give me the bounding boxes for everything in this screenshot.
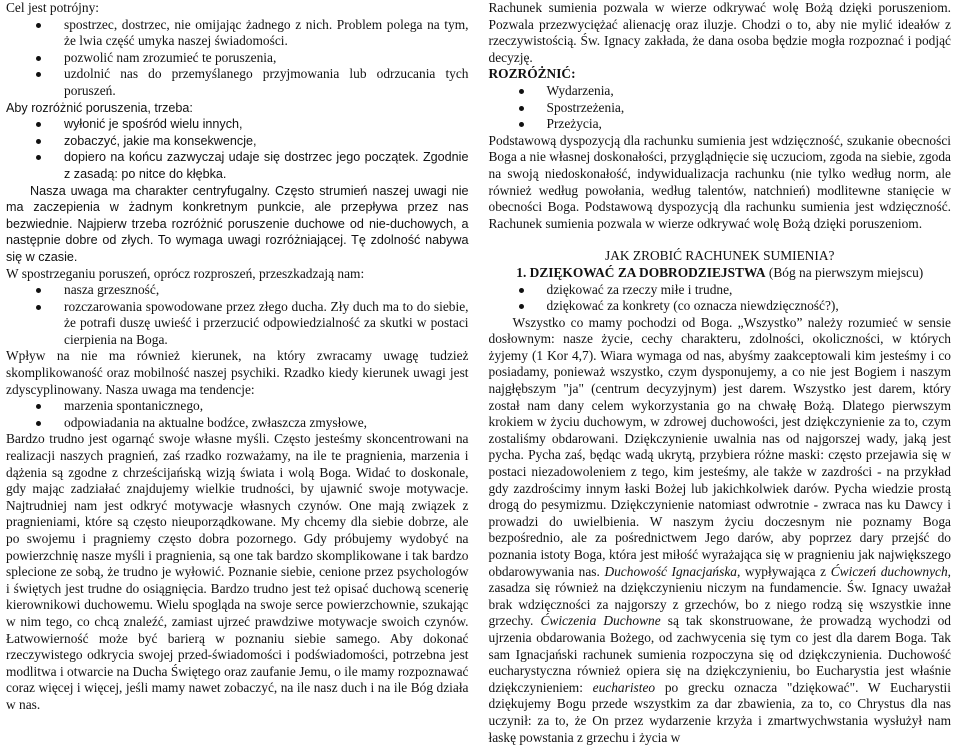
tendencies-list bbox=[6, 398, 469, 431]
list-item: nasza grzeszność, bbox=[64, 282, 469, 299]
text-run: po grecku oznacza "dziękować". W Eucharystii dziękujemy Bogu przede wszystkim za dar zbawienia, za to, co Chrystus dla nas uczynił: za to, że On przez wydarzenie krzyża i zmartwychwstania wysłużył nam łaskę powstania z grzechu i życia w bbox=[488, 679, 951, 745]
paragraph: Rachunek sumienia pozwala w wierze odkrywać wolę Bożą dzięki poruszeniom. Pozwala przezwyciężać alienację oraz iluzje. Chodzi o to, aby nie mylić ideałów z rzeczywistością. Św. Ignacy zakłada, że dana osoba będzie mogła rozpoznać i podjąć decyzję. bbox=[488, 0, 951, 65]
text-run: , wypływająca z bbox=[736, 563, 831, 579]
list-item: Spostrzeżenia, bbox=[547, 100, 952, 117]
left-column bbox=[6, 0, 469, 712]
paragraph: Wpływ na nie ma również kierunek, na który zwracamy uwagę tudzież skomplikowaność oraz mobilność naszej psychiki. Rzadko kiedy kierunek uwagi jest zdyscyplinowany. Nasza uwaga ma tendencje: bbox=[6, 348, 469, 397]
list-item: odpowiadania na aktualne bodźce, zwłaszcza zmysłowe, bbox=[64, 415, 469, 432]
step-heading bbox=[489, 265, 952, 282]
italic-run: Ćwiczeń duchownych bbox=[830, 563, 948, 579]
paragraph bbox=[489, 315, 952, 746]
step-heading-bold: 1. DZIĘKOWAĆ ZA DOBRODZIEJSTWA bbox=[516, 264, 766, 280]
intro-line: Cel jest potrójny: bbox=[6, 0, 99, 15]
text-run: są tak skonstruowane, że prowadzą wychodzi od ujrzenia obdarowania Bożego, od zachwycenia się tym co jest dla darem Boga. Tak sam Ignacjański rachunek sumienia rozpoczyna się od dziękczynienia. Duchowość eucharystyczna również opiera się na dziękczynieniu, bo Eucharystia jest właśnie dziękczynieniem: bbox=[488, 613, 951, 695]
spacer bbox=[489, 232, 952, 248]
right-column bbox=[488, 0, 952, 745]
paragraph: Aby rozróżnić poruszenia, trzeba: bbox=[6, 100, 193, 115]
section-heading: ROZRÓŻNIĆ: bbox=[488, 66, 576, 82]
step-heading-rest: (Bóg na pierwszym miejscu) bbox=[765, 264, 924, 280]
list-item: dopiero na końcu zazwyczaj udaje się dostrzec jego początek. Zgodnie z zasadą: po nitce do kłębka. bbox=[64, 150, 469, 181]
italic-run: eucharisteo bbox=[592, 679, 656, 695]
paragraph: Nasza uwaga ma charakter centryfugalny. Często strumień naszej uwagi nie ma zaczepienia w żadnym konkretnym punkcie, ale przepływa przez nas bezwiednie. Najpierw trzeba rozróżnić poruszenie duchowe od nie-duchowych, a następnie dobre od złych. To wymaga uwagi rozróżniającej. Tę zdolność nabywa się w czasie. bbox=[6, 183, 469, 264]
list-item: rozczarowania spowodowane przez złego ducha. Zły duch ma to do siebie, że potrafi duszę uwieść i przerzucić odpowiedzialność za skutki w postaci cierpienia na Boga. bbox=[64, 298, 469, 347]
text-run: Wszystko co mamy pochodzi od Boga. „Wszystko” należy rozumieć w sensie dosłownym: nasze życie, cechy charakteru, zdolności, okoliczności, w których żyjemy (1 Kor 4,7). Wiara wymaga od nas, abyśmy zaakceptowali kim jesteśmy i co posiadamy, ponieważ wszystko, czym dysponujemy, a co nie jest Bogiem i naszym najgłębszym "ja" (centrum decyzyjnym) jest darem. Wszystko jest darem, który został nam dany celem wykorzystania go na chwałę Bożą. Dlatego pierwszym krokiem w życiu duchowym, w zdrowej duchowości, jest dziękczynienie za to, czym zostaliśmy obdarowani. Dziękczynienie uwalnia nas od najgorszej wady, jaką jest pycha. Pycha zaś, będąc wadą ukrytą, przybiera różne maski: często przejawia się w postaci niezadowoleniem z tego, kim jesteśmy, ale także w zazdrości - na przykład gdy zazdrościmy innym łaski Bożej lub jakichkolwiek darów. Pycha wiedzie prostą drogą do pesymizmu. Dziękczynienie natomiast odwrotnie - zwraca nas ku Dawcy i prowadzi do uwielbienia. W naszym życiu doczesnym nie poznamy Boga bezpośrednio, ale za pośrednictwem Jego darów, aby poprzez dary przejść do poznania istoty Boga, która jest miłość wyrażająca się w pragnieniu jak największego obdarowywania nas. bbox=[488, 314, 951, 579]
section-title: JAK ZROBIĆ RACHUNEK SUMIENIA? bbox=[605, 248, 835, 264]
paragraph: W spostrzeganiu poruszeń, oprócz rozproszeń, przeszkadzają nam: bbox=[6, 265, 365, 281]
list-item: Wydarzenia, bbox=[547, 83, 952, 100]
list-item: Przeżycia, bbox=[547, 116, 952, 133]
list-item: wyłonić je spośród wielu innych, bbox=[64, 116, 469, 133]
list-item: spostrzec, dostrzec, nie omijając żadnego z nich. Problem polega na tym, że lwia część umyka naszej świadomości. bbox=[64, 16, 469, 49]
italic-run: Ćwiczenia Duchowne bbox=[540, 613, 661, 629]
thanks-list bbox=[489, 282, 952, 315]
paragraph: Bardzo trudno jest ogarnąć swoje własne myśli. Często jesteśmy skoncentrowani na realizacji naszych pragnień, zaś rzadko rozważamy, na ile te pragnienia, marzenia i dążenia są zgodne z chrześcijańską wizją świata i wolą Boga. Widać to doskonale, gdy mając zadziałać znajdujemy wielkie trudności, by ujawnić swoje motywacje. Najtrudniej nam jest odkryć motywacje własnych czynów. One mają związek z pragnieniami, które są często nieuporządkowane. My chcemy dla siebie dobrze, ale po swojemu i pragniemy często dobra pozornego. Gdy próbujemy wydobyć na powierzchnię nasze myśli i pragnienia, są one tak bardzo skomplikowane i tak bardzo splecione ze sobą, że trudno je wyłowić. Poznanie siebie, cenione przez psychologów i świętych jest trudne do osiągnięcia. Bardzo trudno jest też opisać duchową scenerię kierownikowi duchowemu. Wielu spogląda na swoje serce powierzchownie, szukając w nim tego, co chcą znaleźć, zamiast ujrzeć prawdziwe motywacje swoich czynów. Łatwowierność może być barierą w poznaniu siebie samego. Aby dokonać rzeczywistego odkrycia swojej przed-świadomości i podświadomości, potrzebna jest modlitwa i otwarcie na Ducha Świętego oraz zaufanie Jemu, o ile mamy rozpoznawać coraz więcej i więcej, jeśli mamy nawet zobaczyć, na ile nasz duch i na ile Bóg działa w nas. bbox=[6, 431, 469, 712]
list-item: pozwolić nam zrozumieć te poruszenia, bbox=[64, 50, 469, 67]
text-run: , zasadza się również na dziękczynieniu niczym na fundamencie. Św. Ignacy uważał brak wdzięczności za najgorszy z grzechów, bo z niego rodzą się wszystkie inne grzechy. bbox=[488, 563, 952, 629]
list-item: uzdolnić nas do przemyślanego przyjmowania lub odrzucania tych poruszeń. bbox=[64, 66, 469, 98]
list-item: dziękować za rzeczy miłe i trudne, bbox=[547, 282, 952, 299]
purpose-list bbox=[6, 17, 469, 100]
distinguish-list bbox=[489, 83, 952, 133]
italic-run: Duchowość Ignacjańska bbox=[604, 563, 737, 579]
paragraph: Podstawową dyspozycją dla rachunku sumienia jest wdzięczność, szukanie obecności Boga a nie własnej doskonałości, przyglądnięcie się uczuciom, zgoda na siebie, zgoda na swoją niedoskonałość, indywidualizacja rachunku (nie tylko według norm, ale również według powołania, według talentów, natchnień) modlitewne stanięcie w obecności Boga. Podstawową dyspozycją dla rachunku sumienia jest wdzięczność. Rachunek sumienia pozwala w wierze odkrywać wolę Bożą dzięki poruszeniom. bbox=[488, 132, 951, 231]
steps-list bbox=[6, 116, 469, 182]
list-item: dziękować za konkrety (co oznacza niewdzięczność?), bbox=[547, 298, 952, 315]
obstacles-list bbox=[6, 282, 469, 348]
list-item: marzenia spontanicznego, bbox=[64, 398, 469, 415]
list-item: zobaczyć, jakie ma konsekwencje, bbox=[64, 133, 469, 150]
